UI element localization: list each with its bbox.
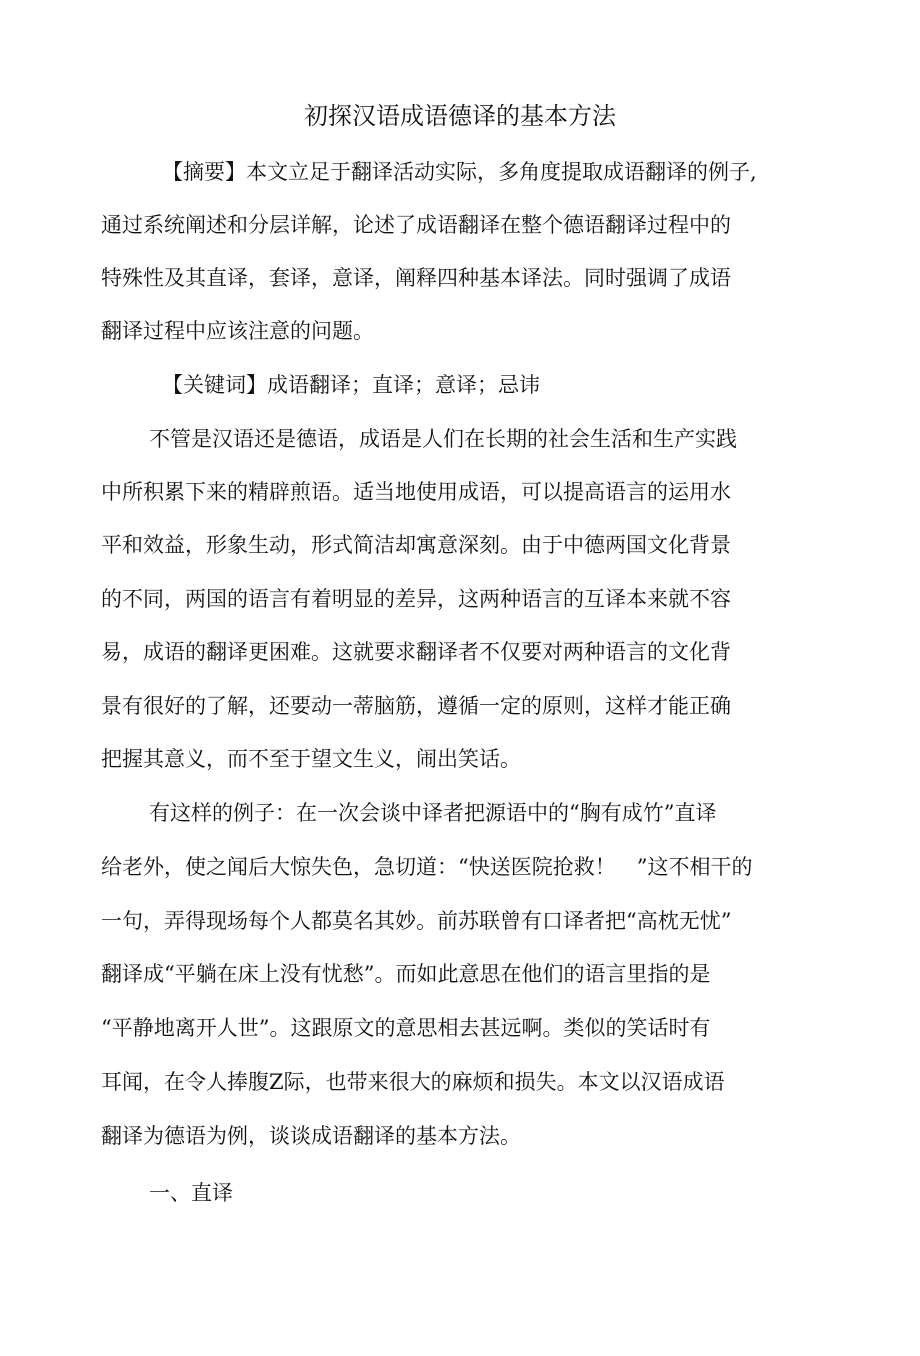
abstract-line: 【摘要】本文立足于翻译活动实际，多角度提取成语翻译的例子, (162, 160, 757, 184)
abstract-line: 翻译过程中应该注意的问题。 (101, 319, 374, 343)
paragraph-line: “平静地离开人世”。这跟原文的意思相去甚远啊。类似的笑话时有 (101, 1016, 711, 1040)
paragraph-line: 把握其意义，而不至于望文生义，闹出笑话。 (101, 747, 521, 771)
abstract-line: 特殊性及其直译，套译，意译，阐释四种基本译法。同时强调了成语 (101, 266, 731, 290)
paragraph-line: 有这样的例子：在一次会谈中译者把源语中的“胸有成竹”直译 (149, 801, 717, 825)
paragraph-line: 给老外，使之闻后大惊失色，急切道：“快送医院抢救！ ”这不相干的 (101, 855, 753, 879)
paragraph-line: 中所积累下来的精辟煎语。适当地使用成语，可以提高语言的运用水 (101, 480, 731, 504)
paragraph-line: 不管是汉语还是德语，成语是人们在长期的社会生活和生产实践 (149, 427, 737, 451)
paragraph-line: 翻译为德语为例，谈谈成语翻译的基本方法。 (101, 1124, 521, 1148)
paragraph-line: 翻译成“平躺在床上没有忧愁”。而如此意思在他们的语言里指的是 (101, 962, 711, 986)
paragraph-line: 一句，弄得现场每个人都莫名其妙。前苏联曾有口译者把“高枕无忧” (101, 909, 732, 933)
paragraph-line: 的不同，两国的语言有着明显的差异，这两种语言的互译本来就不容 (101, 587, 731, 611)
paragraph-line: 景有很好的了解，还要动一蒂脑筋，遵循一定的原则，这样才能正确 (101, 694, 731, 718)
paragraph-line: 耳闻，在令人捧腹Z际，也带来很大的麻烦和损失。本文以汉语成语 (101, 1070, 725, 1094)
section-heading: 一、直译 (149, 1181, 233, 1205)
paragraph-line: 平和效益，形象生动，形式简洁却寓意深刻。由于中德两国文化背景 (101, 533, 731, 557)
document-title: 初探汉语成语德译的基本方法 (304, 102, 616, 130)
keywords-line: 【关键词】成语翻译；直译；意译；忌讳 (162, 373, 540, 397)
abstract-line: 通过系统阐述和分层详解，论述了成语翻译在整个德语翻译过程中的 (101, 213, 731, 237)
paragraph-line: 易，成语的翻译更困难。这就要求翻译者不仅要对两种语言的文化背 (101, 640, 731, 664)
